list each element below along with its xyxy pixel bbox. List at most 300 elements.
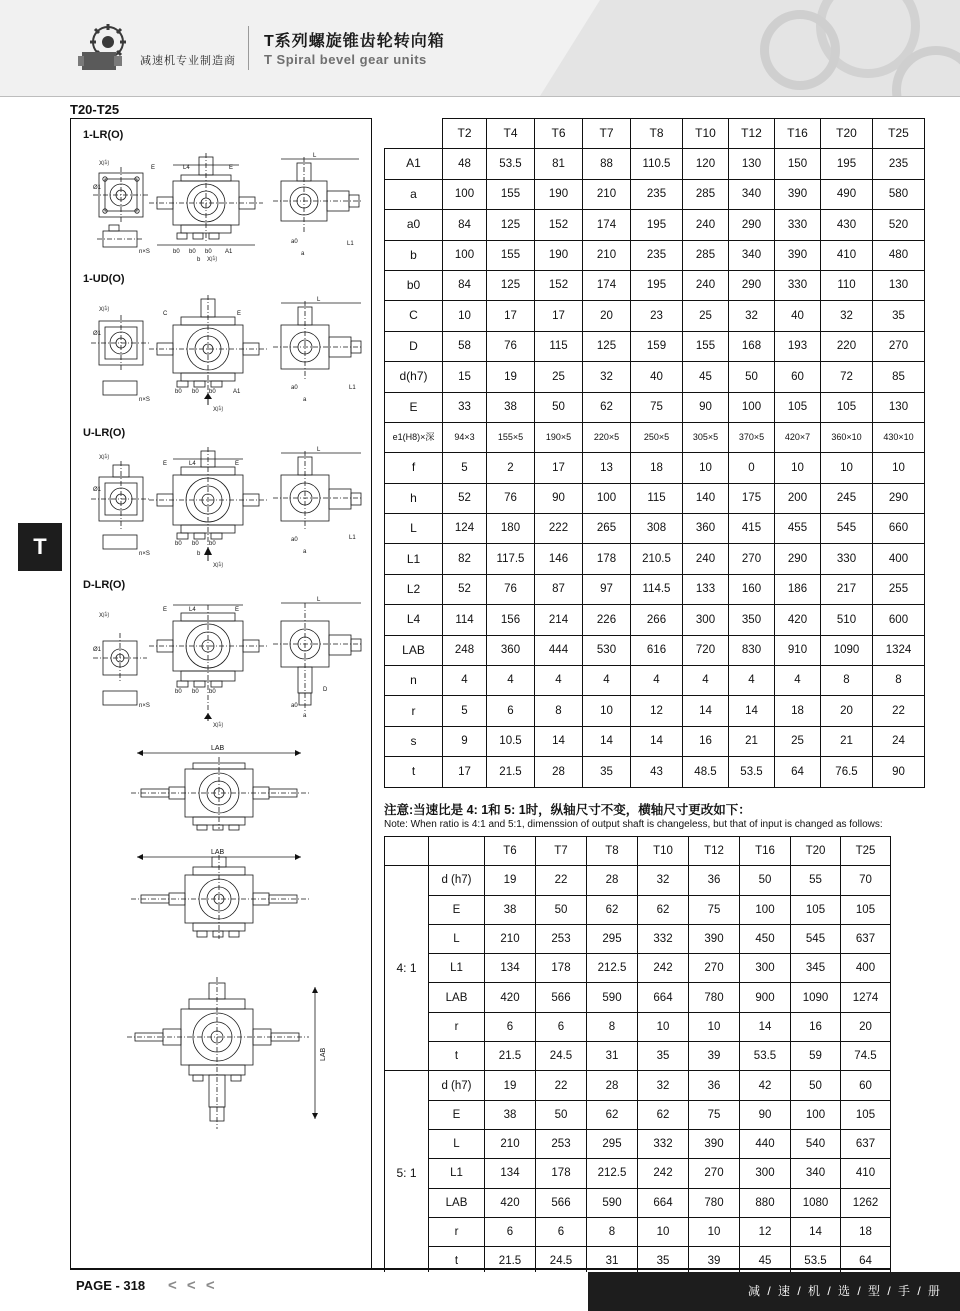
svg-text:A1: A1	[233, 389, 241, 395]
table-row	[385, 483, 925, 513]
drawing-d-lr-o	[77, 595, 365, 731]
cell: 1090	[821, 635, 873, 665]
cell: 910	[775, 635, 821, 665]
cell: 10	[638, 1012, 689, 1041]
cell: 32	[729, 301, 775, 331]
cell: 270	[729, 544, 775, 574]
cell: 212.5	[587, 954, 638, 983]
svg-text:n×S: n×S	[139, 397, 150, 403]
cell: 415	[729, 514, 775, 544]
ratio-corner-cell-1	[385, 837, 429, 866]
cell: 155	[487, 240, 535, 270]
cell: 186	[775, 574, 821, 604]
cell: 115	[535, 331, 583, 361]
row-label: L	[385, 514, 443, 544]
cell: 285	[683, 179, 729, 209]
col-header: T12	[729, 119, 775, 149]
cell: 50	[740, 866, 791, 895]
col-header: T7	[583, 119, 631, 149]
cell: 220×5	[583, 422, 631, 452]
cell: 82	[443, 544, 487, 574]
cell: 430×10	[873, 422, 925, 452]
cell: 117.5	[487, 544, 535, 574]
cell: 130	[729, 149, 775, 179]
cell: 390	[689, 1129, 740, 1158]
svg-text:X向: X向	[207, 257, 218, 263]
svg-text:b0: b0	[209, 389, 216, 395]
cell: 90	[873, 757, 925, 787]
cell: 10	[683, 453, 729, 483]
cell: 168	[729, 331, 775, 361]
cell: 100	[740, 895, 791, 924]
cell: 53.5	[729, 757, 775, 787]
cell: 35	[583, 757, 631, 787]
cell: 100	[443, 240, 487, 270]
cell: 290	[873, 483, 925, 513]
cell: 390	[689, 924, 740, 953]
header-divider	[248, 26, 249, 70]
cell: 10.5	[487, 726, 535, 756]
cell: 200	[775, 483, 821, 513]
cell: 4	[631, 666, 683, 696]
table-row	[385, 605, 925, 635]
svg-text:L4: L4	[183, 165, 190, 171]
table-row	[385, 726, 925, 756]
cell: 4	[583, 666, 631, 696]
cell: 350	[729, 605, 775, 635]
cell: 5	[443, 696, 487, 726]
cell: 8	[821, 666, 873, 696]
cell: 1274	[841, 983, 891, 1012]
cell: 370×5	[729, 422, 775, 452]
svg-text:b0: b0	[209, 689, 216, 695]
cell: 545	[821, 514, 873, 544]
cell: 36	[689, 866, 740, 895]
cell: 14	[535, 726, 583, 756]
row-label: e1(H8)×深	[385, 422, 443, 452]
cell: 780	[689, 983, 740, 1012]
cell: 100	[729, 392, 775, 422]
cell: 39	[689, 1247, 740, 1276]
svg-text:n×S: n×S	[139, 249, 150, 255]
cell: 24.5	[536, 1042, 587, 1071]
cell: 5	[443, 453, 487, 483]
svg-text:a0: a0	[291, 537, 298, 543]
cell: 330	[775, 210, 821, 240]
cell: 133	[683, 574, 729, 604]
cell: 270	[873, 331, 925, 361]
cell: 45	[683, 362, 729, 392]
svg-text:X向: X向	[213, 407, 224, 413]
cell: 175	[729, 483, 775, 513]
cell: 330	[775, 270, 821, 300]
cell: 253	[536, 924, 587, 953]
cell: 410	[841, 1159, 891, 1188]
cell: 152	[535, 270, 583, 300]
cell: 150	[775, 149, 821, 179]
cell: 266	[631, 605, 683, 635]
cell: 18	[631, 453, 683, 483]
cell: 58	[443, 331, 487, 361]
cell: 210	[583, 240, 631, 270]
cell: 22	[873, 696, 925, 726]
cell: 210	[485, 924, 536, 953]
cell: 174	[583, 210, 631, 240]
cell: 14	[740, 1012, 791, 1041]
cell: 210.5	[631, 544, 683, 574]
row-label: f	[385, 453, 443, 483]
cell: 490	[821, 179, 873, 209]
cell: 195	[821, 149, 873, 179]
cell: 210	[583, 179, 631, 209]
cell: 2	[487, 453, 535, 483]
col-header: T7	[536, 837, 587, 866]
drawing-1-ud-o	[77, 289, 365, 419]
cell: 32	[638, 866, 689, 895]
svg-text:a: a	[303, 713, 307, 719]
gear-decoration-icon	[760, 10, 840, 90]
cell: 590	[587, 1188, 638, 1217]
drawing-label-2: 1-UD(O)	[83, 273, 125, 285]
cell: 125	[487, 210, 535, 240]
svg-text:X向: X向	[99, 455, 110, 461]
cell: 60	[841, 1071, 891, 1100]
cell: 115	[631, 483, 683, 513]
cell: 124	[443, 514, 487, 544]
cell: 100	[583, 483, 631, 513]
table-row	[385, 514, 925, 544]
svg-text:b0: b0	[173, 249, 180, 255]
svg-text:X向: X向	[99, 161, 110, 167]
cell: 390	[775, 179, 821, 209]
cell: 9	[443, 726, 487, 756]
cell: 28	[587, 1071, 638, 1100]
drawing-1-lr-o	[77, 145, 365, 265]
cell: 38	[487, 392, 535, 422]
cell: 430	[821, 210, 873, 240]
cell: 300	[740, 1159, 791, 1188]
col-header: T8	[587, 837, 638, 866]
svg-text:n×S: n×S	[139, 551, 150, 557]
cell: 10	[775, 453, 821, 483]
cell: 195	[631, 270, 683, 300]
ratio-table-body	[385, 837, 891, 1276]
drawing-label-3: U-LR(O)	[83, 427, 126, 439]
cell: 50	[535, 392, 583, 422]
cell: 53.5	[740, 1042, 791, 1071]
svg-text:Ø1: Ø1	[93, 185, 102, 191]
cell: 114	[443, 605, 487, 635]
cell: 14	[583, 726, 631, 756]
cell: 76	[487, 574, 535, 604]
row-label: E	[429, 1100, 485, 1129]
col-header: T2	[443, 119, 487, 149]
cell: 10	[689, 1217, 740, 1246]
dimensions-table	[384, 118, 925, 788]
cell: 6	[487, 696, 535, 726]
cell: 295	[587, 1129, 638, 1158]
svg-text:b0: b0	[192, 689, 199, 695]
cell: 250×5	[631, 422, 683, 452]
svg-text:Ø1: Ø1	[93, 647, 102, 653]
svg-text:b0: b0	[175, 689, 182, 695]
svg-text:X向: X向	[213, 723, 224, 729]
svg-text:E: E	[229, 165, 234, 171]
cell: 616	[631, 635, 683, 665]
cell: 178	[536, 954, 587, 983]
cell: 4	[729, 666, 775, 696]
table-row	[385, 362, 925, 392]
cell: 43	[631, 757, 683, 787]
table-row	[385, 757, 925, 787]
cell: 4	[487, 666, 535, 696]
cell: 6	[536, 1012, 587, 1041]
row-label: t	[429, 1247, 485, 1276]
cell: 76	[487, 483, 535, 513]
cell: 4	[683, 666, 729, 696]
cell: 130	[873, 270, 925, 300]
cell: 332	[638, 924, 689, 953]
row-label: t	[385, 757, 443, 787]
cell: 152	[535, 210, 583, 240]
cell: 270	[689, 954, 740, 983]
cell: 190	[535, 240, 583, 270]
cell: 59	[791, 1042, 841, 1071]
cell: 10	[638, 1217, 689, 1246]
cell: 38	[485, 1100, 536, 1129]
cell: 53.5	[791, 1247, 841, 1276]
row-label: r	[429, 1012, 485, 1041]
cell: 10	[583, 696, 631, 726]
cell: 87	[535, 574, 583, 604]
table-row	[385, 635, 925, 665]
cell: 155	[487, 179, 535, 209]
cell: 36	[689, 1071, 740, 1100]
cell: 25	[535, 362, 583, 392]
row-label: d(h7)	[385, 362, 443, 392]
svg-text:b0: b0	[209, 541, 216, 547]
table-row	[385, 1159, 891, 1188]
cell: 332	[638, 1129, 689, 1158]
svg-text:b0: b0	[192, 389, 199, 395]
cell: 53.5	[487, 149, 535, 179]
row-label: L2	[385, 574, 443, 604]
svg-text:LAB: LAB	[320, 1047, 327, 1061]
cell: 14	[631, 726, 683, 756]
row-label: L1	[385, 544, 443, 574]
cell: 340	[791, 1159, 841, 1188]
cell: 4	[775, 666, 821, 696]
cell: 62	[587, 895, 638, 924]
cell: 40	[775, 301, 821, 331]
cell: 8	[587, 1012, 638, 1041]
svg-text:a0: a0	[291, 385, 298, 391]
svg-text:LAB: LAB	[211, 745, 225, 752]
cell: 76	[487, 331, 535, 361]
cell: 72	[821, 362, 873, 392]
row-label: LAB	[429, 1188, 485, 1217]
svg-text:L4: L4	[189, 607, 196, 613]
svg-text:a: a	[303, 397, 307, 403]
cell: 70	[841, 866, 891, 895]
cell: 105	[821, 392, 873, 422]
header-title-cn: T系列螺旋锥齿轮转向箱	[264, 33, 445, 50]
cell: 130	[873, 392, 925, 422]
cell: 21.5	[485, 1042, 536, 1071]
svg-text:L: L	[317, 597, 321, 603]
cell: 105	[841, 895, 891, 924]
table-row	[385, 1042, 891, 1071]
table-row	[385, 1129, 891, 1158]
cell: 85	[873, 362, 925, 392]
cell: 60	[775, 362, 821, 392]
col-header: T8	[631, 119, 683, 149]
table-row	[385, 422, 925, 452]
cell: 420	[485, 1188, 536, 1217]
cell: 22	[536, 1071, 587, 1100]
svg-text:E: E	[163, 461, 168, 467]
cell: 6	[485, 1217, 536, 1246]
cell: 830	[729, 635, 775, 665]
cell: 420×7	[775, 422, 821, 452]
cell: 10	[443, 301, 487, 331]
cell: 226	[583, 605, 631, 635]
row-label: LAB	[429, 983, 485, 1012]
cell: 1324	[873, 635, 925, 665]
cell: 180	[487, 514, 535, 544]
cell: 48.5	[683, 757, 729, 787]
svg-text:E: E	[235, 461, 240, 467]
cell: 10	[821, 453, 873, 483]
cell: 222	[535, 514, 583, 544]
svg-text:LAB: LAB	[211, 849, 225, 856]
cell: 50	[791, 1071, 841, 1100]
cell: 125	[487, 270, 535, 300]
cell: 520	[873, 210, 925, 240]
row-label: s	[385, 726, 443, 756]
cell: 720	[683, 635, 729, 665]
svg-text:b0: b0	[175, 541, 182, 547]
cell: 100	[791, 1100, 841, 1129]
row-label: h	[385, 483, 443, 513]
cell: 105	[841, 1100, 891, 1129]
cell: 637	[841, 924, 891, 953]
cell: 580	[873, 179, 925, 209]
cell: 23	[631, 301, 683, 331]
cell: 76.5	[821, 757, 873, 787]
cell: 410	[821, 240, 873, 270]
cell: 390	[775, 240, 821, 270]
row-label: n	[385, 666, 443, 696]
cell: 24	[873, 726, 925, 756]
drawing-label-4: D-LR(O)	[83, 579, 126, 591]
cell: 110.5	[631, 149, 683, 179]
cell: 24.5	[536, 1247, 587, 1276]
table-row	[385, 1100, 891, 1129]
cell: 159	[631, 331, 683, 361]
cell: 32	[638, 1071, 689, 1100]
cell: 290	[729, 270, 775, 300]
cell: 20	[583, 301, 631, 331]
cell: 81	[535, 149, 583, 179]
cell: 74.5	[841, 1042, 891, 1071]
cell: 39	[689, 1042, 740, 1071]
row-label: b0	[385, 270, 443, 300]
cell: 450	[740, 924, 791, 953]
col-header: T6	[485, 837, 536, 866]
drawing-lab-3	[101, 969, 337, 1139]
cell: 420	[485, 983, 536, 1012]
cell: 540	[791, 1129, 841, 1158]
cell: 566	[536, 983, 587, 1012]
cell: 305×5	[683, 422, 729, 452]
table-row	[385, 574, 925, 604]
col-header: T10	[683, 119, 729, 149]
table-row	[385, 301, 925, 331]
cell: 660	[873, 514, 925, 544]
cell: 193	[775, 331, 821, 361]
cell: 20	[841, 1012, 891, 1041]
cell: 530	[583, 635, 631, 665]
cell: 50	[729, 362, 775, 392]
cell: 31	[587, 1042, 638, 1071]
svg-text:L4: L4	[189, 461, 196, 467]
cell: 62	[587, 1100, 638, 1129]
footer-arrows-icon: < < <	[168, 1277, 218, 1294]
cell: 220	[821, 331, 873, 361]
cell: 32	[821, 301, 873, 331]
cell: 190×5	[535, 422, 583, 452]
cell: 195	[631, 210, 683, 240]
table-row	[385, 149, 925, 179]
cell: 94×3	[443, 422, 487, 452]
cell: 155	[683, 331, 729, 361]
cell: 90	[535, 483, 583, 513]
col-header: T20	[791, 837, 841, 866]
cell: 400	[841, 954, 891, 983]
cell: 17	[443, 757, 487, 787]
cell: 20	[821, 696, 873, 726]
cell: 444	[535, 635, 583, 665]
svg-text:a: a	[301, 251, 305, 257]
svg-text:a0: a0	[291, 703, 298, 709]
row-label: L	[429, 1129, 485, 1158]
cell: 360	[487, 635, 535, 665]
col-header: T6	[535, 119, 583, 149]
col-header: T4	[487, 119, 535, 149]
cell: 290	[775, 544, 821, 574]
svg-text:n×S: n×S	[139, 703, 150, 709]
table-row	[385, 1217, 891, 1246]
cell: 18	[841, 1217, 891, 1246]
svg-text:b0: b0	[175, 389, 182, 395]
brand-logo	[78, 30, 248, 76]
svg-text:L: L	[317, 297, 321, 303]
section-tab-t: T	[18, 523, 62, 571]
cell: 25	[683, 301, 729, 331]
cell: 42	[740, 1071, 791, 1100]
row-label: r	[429, 1217, 485, 1246]
cell: 360×10	[821, 422, 873, 452]
col-header: T25	[873, 119, 925, 149]
svg-text:b0: b0	[192, 541, 199, 547]
cell: 50	[536, 1100, 587, 1129]
cell: 590	[587, 983, 638, 1012]
table-row	[385, 924, 891, 953]
cell: 35	[638, 1042, 689, 1071]
cell: 22	[536, 866, 587, 895]
cell: 75	[689, 1100, 740, 1129]
